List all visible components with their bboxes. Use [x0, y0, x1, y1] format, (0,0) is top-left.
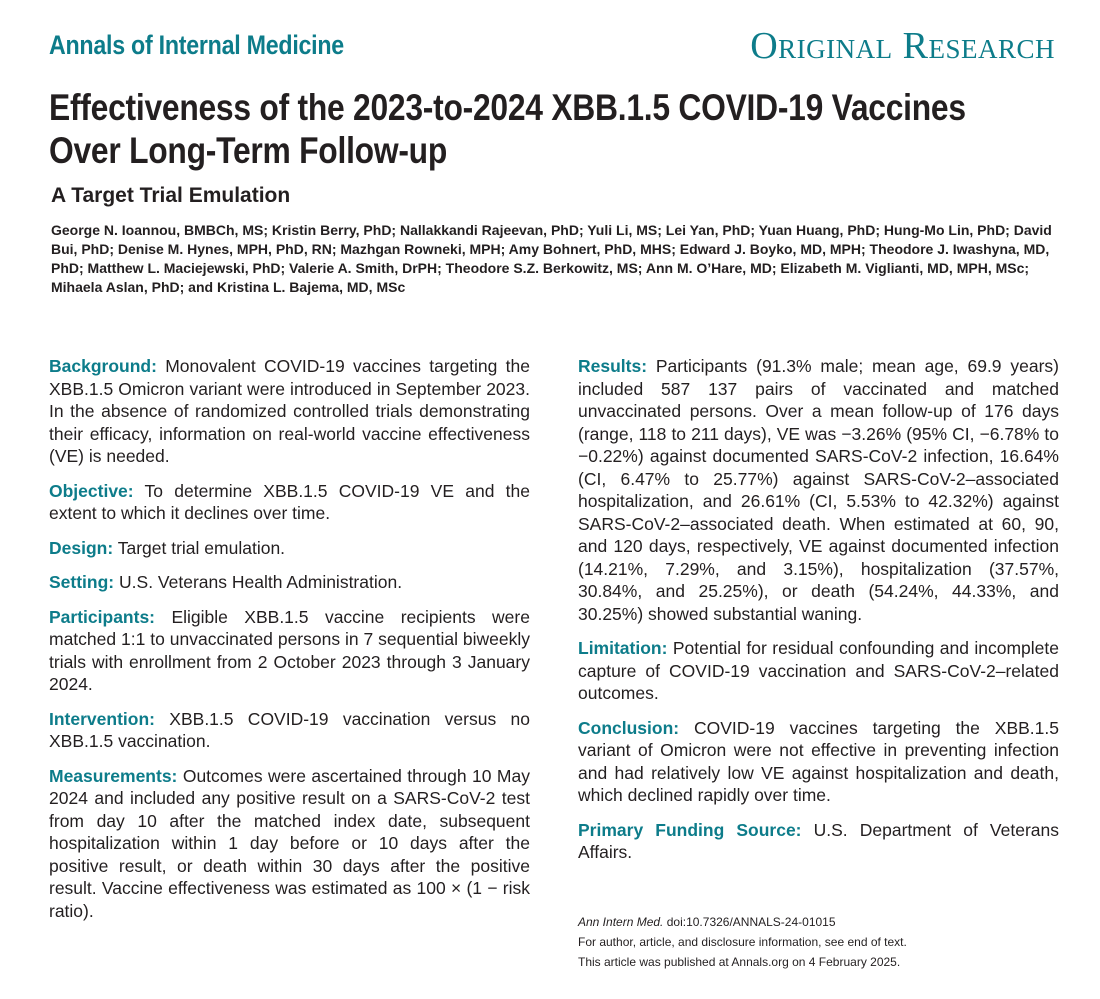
funding-text: U.S. Department of Veterans Affairs. — [578, 819, 1059, 862]
results-text: Participants (91.3% male; mean age, 69.9 years) included 587 137 pairs of vaccinated and matched unvaccinated persons. Over a mean follow-up of 176 days (range, 118 to 211 days), VE was −3.26% (95% CI, −6.78% to −0.22%) against documented SARS-CoV-2 infection, 16.64% (CI, 6.47% to 25.77%) against SARS-CoV-2–associated hospitalization, and 26.61% (CI, 5.53% to 42.32%) against SARS-CoV-2–associated death. When estimated at 60, 90, and 120 days, respectively, VE against documented infection (14.21%, 7.29%, and 3.15%), hospitalization (37.57%, 30.84%, and 25.25%), or death (54.24%, 44.33%, and 30.25%) showed substantial waning. — [578, 356, 1059, 624]
abstract-limitation — [578, 637, 1059, 705]
citation-journal: Ann Intern Med. — [578, 915, 664, 929]
published-line: This article was published at Annals.org on 4 February 2025. — [578, 955, 901, 969]
abstract-objective — [49, 480, 530, 525]
setting-text: U.S. Veterans Health Administration. — [119, 572, 403, 592]
funding-label: Primary Funding Source: — [578, 819, 802, 840]
abstract-right-column — [578, 355, 1059, 876]
abstract-results — [578, 355, 1059, 625]
objective-text: To determine XBB.1.5 COVID-19 VE and the extent to which it declines over time. — [49, 480, 531, 523]
author-list: George N. Ioannou, BMBCh, MS; Kristin Berry, PhD; Nallakkandi Rajeevan, PhD; Yuli Li, MS; Lei Yan, PhD; Yuan Huang, PhD; Hung-Mo Lin, PhD; David Bui, PhD; Denise M. Hynes, MPH, PhD, RN; Mazhgan Rowneki, MPH; Amy Bohnert, PhD, MHS; Edward J. Boyko, MD, MPH; Theodore J. Iwashyna, MD, PhD; Matthew L. Maciejewski, PhD; Valerie A. Smith, DrPH; Theodore S.Z. Berkowitz, MS; Ann M. O’Hare, MD; Elizabeth M. Viglianti, MD, MPH, MSc; Mihaela Aslan, PhD; and Kristina L. Bajema, MD, MSc — [51, 222, 1052, 295]
background-label: Background: — [49, 356, 157, 376]
doi-link[interactable]: doi:10.7326/ANNALS-24-01015 — [666, 915, 836, 929]
abstract-intervention — [49, 708, 530, 753]
participants-text: Eligible XBB.1.5 vaccine recipients were matched 1:1 to unvaccinated persons in 7 sequential biweekly trials with enrollment from 2 October 2023 through 3 January 2024. — [49, 606, 530, 694]
intervention-label: Intervention: — [49, 708, 155, 729]
article-footer — [578, 912, 1058, 972]
design-label: Design: — [49, 537, 114, 558]
design-text: Target trial emulation. — [117, 537, 286, 558]
measurements-label: Measurements: — [49, 765, 178, 786]
results-label: Results: — [578, 356, 648, 376]
intervention-text: XBB.1.5 COVID-19 vaccination versus no XBB.1.5 vaccination. — [49, 708, 530, 751]
article-title: Effectiveness of the 2023-to-2024 XBB.1.5 COVID-19 Vaccines Over Long-Term Follow-up — [49, 87, 966, 171]
conclusion-text: COVID-19 vaccines targeting the XBB.1.5 variant of Omicron were not effective in preventing infection and had relatively low VE against hospitalization and death, which declined rapidly over time. — [578, 717, 1059, 805]
journal-name: Annals of Internal Medicine — [49, 30, 344, 60]
abstract-left-column — [49, 355, 530, 934]
abstract-conclusion — [578, 717, 1059, 807]
article-subtitle: A Target Trial Emulation — [51, 184, 291, 207]
citation-line — [578, 912, 1058, 932]
measurements-text: Outcomes were ascertained through 10 May 2024 and included any positive result on a SARS-CoV-2 test from day 10 after the matched index date, subsequent hospitalization within 1 day before or 10 days after the positive result, or death within 30 days after the positive result. Vaccine effectiveness was estimated as 100 × (1 − risk ratio). — [49, 765, 530, 921]
abstract-funding — [578, 819, 1059, 864]
abstract-measurements — [49, 765, 530, 923]
info-line: For author, article, and disclosure information, see end of text. — [578, 935, 907, 949]
participants-label: Participants: — [49, 606, 155, 627]
limitation-label: Limitation: — [578, 638, 668, 658]
abstract-setting — [49, 571, 530, 594]
setting-label: Setting: — [49, 572, 115, 592]
limitation-text: Potential for residual confounding and incomplete capture of COVID-19 vaccination and SARS-CoV-2–related outcomes. — [578, 638, 1059, 703]
section-label: Original Research — [750, 25, 1055, 67]
background-text: Monovalent COVID-19 vaccines targeting the XBB.1.5 Omicron variant were introduced in September 2023. In the absence of randomized controlled trials demonstrating their efficacy, information on real-world vaccine effectiveness (VE) is needed. — [49, 356, 530, 466]
abstract-design — [49, 537, 530, 560]
conclusion-label: Conclusion: — [578, 717, 680, 738]
abstract-participants — [49, 606, 530, 696]
objective-label: Objective: — [49, 480, 134, 501]
abstract-background — [49, 355, 530, 468]
